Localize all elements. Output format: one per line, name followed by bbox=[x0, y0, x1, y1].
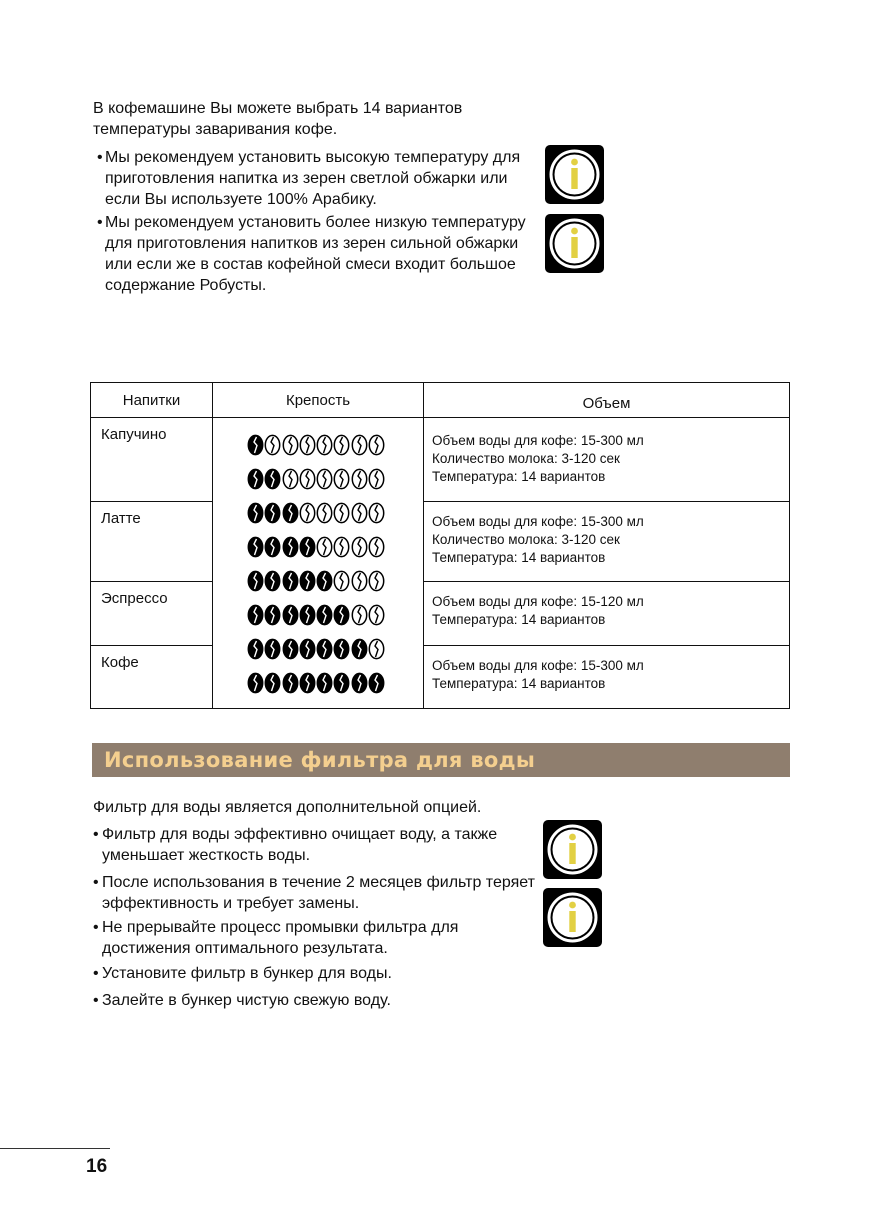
bean-filled-icon bbox=[282, 502, 299, 524]
bean-empty-icon bbox=[299, 468, 316, 490]
footer-rule bbox=[0, 1148, 110, 1149]
volume-line: Температура: 14 вариантов bbox=[432, 550, 606, 565]
bean-empty-icon bbox=[316, 536, 333, 558]
bean-filled-icon bbox=[264, 468, 281, 490]
bean-filled-icon bbox=[247, 502, 264, 524]
intro-paragraph: В кофемашине Вы можете выбрать 14 вариантов температуры заваривания кофе. bbox=[93, 100, 463, 138]
bean-empty-icon bbox=[299, 502, 316, 524]
bean-filled-icon bbox=[333, 672, 350, 694]
bean-empty-icon bbox=[333, 502, 350, 524]
table-row bbox=[91, 418, 790, 502]
bean-filled-icon bbox=[264, 604, 281, 626]
bullet-dot: • bbox=[97, 149, 103, 166]
bean-empty-icon bbox=[316, 502, 333, 524]
volume-info bbox=[424, 502, 790, 582]
table-row bbox=[91, 582, 790, 646]
bullet-text: После использования в течение 2 месяцев фильтр теряет эффективность и требует замены. bbox=[102, 874, 535, 912]
intro-bullet-1 bbox=[93, 147, 538, 210]
bean-filled-icon bbox=[247, 434, 264, 456]
bean-empty-icon bbox=[316, 434, 333, 456]
bean-filled-icon bbox=[299, 536, 316, 558]
bullet-dot: • bbox=[93, 826, 99, 843]
bean-filled-icon bbox=[299, 672, 316, 694]
strength-level-row bbox=[247, 428, 385, 462]
bean-filled-icon bbox=[333, 604, 350, 626]
volume-info bbox=[424, 646, 790, 709]
bullet-dot: • bbox=[97, 214, 103, 231]
drink-name: Капучино bbox=[91, 418, 213, 502]
bean-empty-icon bbox=[351, 468, 368, 490]
filter-intro: Фильтр для воды является дополнительной опцией. bbox=[93, 799, 482, 816]
volume-line: Объем воды для кофе: 15-300 мл bbox=[432, 658, 644, 673]
bean-empty-icon bbox=[368, 468, 385, 490]
bean-filled-icon bbox=[333, 638, 350, 660]
bullet-dot: • bbox=[93, 874, 99, 891]
header-strength: Крепость bbox=[213, 383, 424, 418]
section-title-bar: Использование фильтра для воды bbox=[92, 743, 790, 777]
table-row bbox=[91, 646, 790, 709]
strength-levels bbox=[213, 418, 424, 709]
bean-filled-icon bbox=[264, 672, 281, 694]
volume-info bbox=[424, 582, 790, 646]
volume-line: Объем воды для кофе: 15-120 мл bbox=[432, 594, 644, 609]
bullet-dot: • bbox=[93, 919, 99, 936]
bean-filled-icon bbox=[247, 604, 264, 626]
bean-empty-icon bbox=[316, 468, 333, 490]
bean-empty-icon bbox=[333, 536, 350, 558]
strength-level-row bbox=[247, 530, 385, 564]
bean-filled-icon bbox=[247, 570, 264, 592]
bean-filled-icon bbox=[299, 604, 316, 626]
info-icon bbox=[543, 888, 602, 947]
info-icon bbox=[543, 820, 602, 879]
bean-filled-icon bbox=[282, 536, 299, 558]
strength-level-row bbox=[247, 496, 385, 530]
bullet-dot: • bbox=[93, 965, 99, 982]
bean-filled-icon bbox=[351, 672, 368, 694]
header-volume: Объем bbox=[424, 383, 790, 418]
filter-bullet bbox=[93, 963, 538, 984]
strength-level-row bbox=[247, 666, 385, 700]
bean-empty-icon bbox=[264, 434, 281, 456]
drink-name: Кофе bbox=[91, 646, 213, 709]
bean-empty-icon bbox=[282, 468, 299, 490]
bullet-text: Мы рекомендуем установить высокую температуру для приготовления напитка из зерен светлой обжарки или если Вы используете 100% Арабику. bbox=[105, 149, 521, 208]
bean-filled-icon bbox=[264, 502, 281, 524]
bean-filled-icon bbox=[351, 638, 368, 660]
drink-spec-table bbox=[90, 382, 790, 709]
bean-empty-icon bbox=[333, 434, 350, 456]
table-row bbox=[91, 502, 790, 582]
bean-filled-icon bbox=[247, 536, 264, 558]
drink-name: Латте bbox=[91, 502, 213, 582]
bean-empty-icon bbox=[333, 468, 350, 490]
bean-filled-icon bbox=[316, 672, 333, 694]
bean-filled-icon bbox=[282, 604, 299, 626]
bean-filled-icon bbox=[264, 536, 281, 558]
bean-empty-icon bbox=[282, 434, 299, 456]
volume-line: Объем воды для кофе: 15-300 мл bbox=[432, 433, 644, 448]
bean-empty-icon bbox=[368, 604, 385, 626]
bean-empty-icon bbox=[368, 570, 385, 592]
volume-line: Температура: 14 вариантов bbox=[432, 676, 606, 691]
filter-bullet bbox=[93, 872, 538, 914]
bean-empty-icon bbox=[351, 570, 368, 592]
bullet-text: Фильтр для воды эффективно очищает воду, а также уменьшает жесткость воды. bbox=[102, 826, 498, 864]
volume-info bbox=[424, 418, 790, 502]
bean-empty-icon bbox=[368, 638, 385, 660]
volume-line: Объем воды для кофе: 15-300 мл bbox=[432, 514, 644, 529]
bullet-text: Установите фильтр в бункер для воды. bbox=[102, 965, 392, 982]
filter-bullet bbox=[93, 990, 538, 1011]
bean-empty-icon bbox=[351, 502, 368, 524]
bean-filled-icon bbox=[299, 638, 316, 660]
bean-filled-icon bbox=[282, 638, 299, 660]
volume-line: Количество молока: 3-120 сек bbox=[432, 451, 620, 466]
strength-level-row bbox=[247, 462, 385, 496]
bean-empty-icon bbox=[368, 434, 385, 456]
bean-empty-icon bbox=[351, 604, 368, 626]
bean-filled-icon bbox=[282, 672, 299, 694]
bean-filled-icon bbox=[316, 604, 333, 626]
bullet-dot: • bbox=[93, 992, 99, 1009]
filter-bullet bbox=[93, 824, 538, 866]
bean-empty-icon bbox=[299, 434, 316, 456]
drink-name: Эспрессо bbox=[91, 582, 213, 646]
bean-empty-icon bbox=[368, 502, 385, 524]
bean-filled-icon bbox=[264, 570, 281, 592]
bean-filled-icon bbox=[282, 570, 299, 592]
filter-bullet bbox=[93, 917, 538, 959]
bean-filled-icon bbox=[316, 570, 333, 592]
info-icon bbox=[545, 214, 604, 273]
volume-line: Температура: 14 вариантов bbox=[432, 469, 606, 484]
bean-filled-icon bbox=[316, 638, 333, 660]
bean-level-list bbox=[247, 428, 385, 700]
strength-level-row bbox=[247, 598, 385, 632]
page-number: 16 bbox=[86, 1156, 108, 1177]
bean-empty-icon bbox=[351, 536, 368, 558]
bullet-text: Залейте в бункер чистую свежую воду. bbox=[102, 992, 391, 1009]
bean-empty-icon bbox=[333, 570, 350, 592]
bean-filled-icon bbox=[299, 570, 316, 592]
volume-line: Количество молока: 3-120 сек bbox=[432, 532, 620, 547]
bean-empty-icon bbox=[368, 536, 385, 558]
bean-filled-icon bbox=[247, 468, 264, 490]
bean-filled-icon bbox=[247, 672, 264, 694]
bean-filled-icon bbox=[247, 638, 264, 660]
bean-filled-icon bbox=[264, 638, 281, 660]
intro-bullet-2 bbox=[93, 212, 538, 296]
volume-line: Температура: 14 вариантов bbox=[432, 612, 606, 627]
strength-level-row bbox=[247, 632, 385, 666]
bean-empty-icon bbox=[351, 434, 368, 456]
header-drinks: Напитки bbox=[91, 383, 213, 418]
strength-level-row bbox=[247, 564, 385, 598]
bean-filled-icon bbox=[368, 672, 385, 694]
bullet-text: Не прерывайте процесс промывки фильтра для достижения оптимального результата. bbox=[102, 919, 459, 957]
info-icon bbox=[545, 145, 604, 204]
bullet-text: Мы рекомендуем установить более низкую температуру для приготовления напитков из зерен сильной обжарки или если же в состав кофейной смеси входит большое содержание Робусты. bbox=[105, 214, 526, 294]
